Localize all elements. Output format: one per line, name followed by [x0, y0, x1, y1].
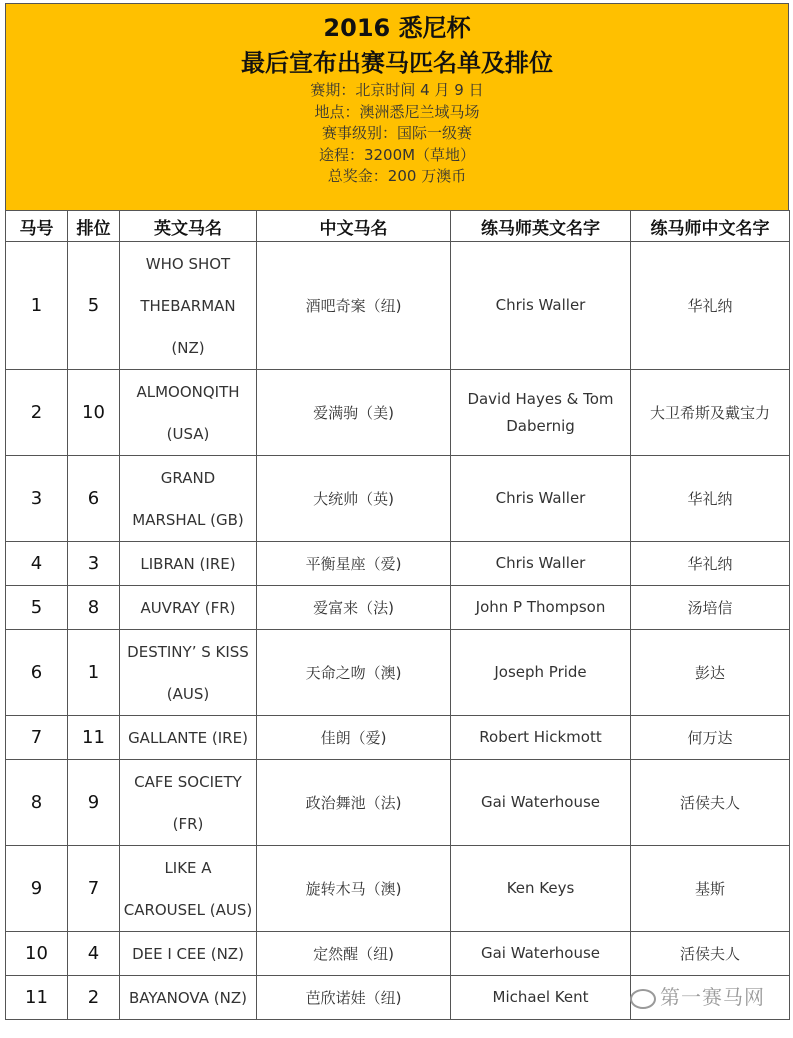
- cell-horse-number: 5: [6, 586, 68, 630]
- cell-trainer-chinese: 活侯夫人: [631, 760, 790, 846]
- cell-trainer-english: Ken Keys: [451, 846, 631, 932]
- cell-chinese-name: 爱富来（法): [257, 586, 451, 630]
- cell-barrier: 9: [68, 760, 120, 846]
- cell-barrier: 8: [68, 586, 120, 630]
- cell-chinese-name: 芭欣诺娃（纽): [257, 976, 451, 1020]
- cell-trainer-chinese: 彭达: [631, 630, 790, 716]
- cell-chinese-name: 酒吧奇案（纽): [257, 242, 451, 370]
- cell-barrier: 11: [68, 716, 120, 760]
- cell-trainer-english: Chris Waller: [451, 242, 631, 370]
- col-header-trainer-chinese: 练马师中文名字: [631, 211, 790, 242]
- page-subtitle: 最后宣布出赛马匹名单及排位: [241, 49, 553, 77]
- cell-english-name: GALLANTE (IRE): [120, 716, 257, 760]
- cell-trainer-english: David Hayes & Tom Dabernig: [451, 370, 631, 456]
- cell-horse-number: 9: [6, 846, 68, 932]
- cell-chinese-name: 定然醒（纽): [257, 932, 451, 976]
- cell-english-name: BAYANOVA (NZ): [120, 976, 257, 1020]
- cell-horse-number: 4: [6, 542, 68, 586]
- cell-barrier: 7: [68, 846, 120, 932]
- cell-english-name: GRAND MARSHAL (GB): [120, 456, 257, 542]
- cell-trainer-english: Joseph Pride: [451, 630, 631, 716]
- cell-trainer-chinese: 汤培信: [631, 586, 790, 630]
- watermark: [630, 981, 765, 1010]
- cell-chinese-name: 政治舞池（法): [257, 760, 451, 846]
- cell-barrier: 10: [68, 370, 120, 456]
- page-title: 2016 悉尼杯: [323, 14, 471, 42]
- cell-chinese-name: 佳朗（爱): [257, 716, 451, 760]
- cell-english-name: WHO SHOT THEBARMAN (NZ): [120, 242, 257, 370]
- cell-trainer-english: Gai Waterhouse: [451, 932, 631, 976]
- cell-chinese-name: 旋转木马（澳): [257, 846, 451, 932]
- cell-chinese-name: 大统帅（英): [257, 456, 451, 542]
- wechat-icon: [630, 989, 656, 1009]
- cell-trainer-english: Gai Waterhouse: [451, 760, 631, 846]
- cell-trainer-english: Robert Hickmott: [451, 716, 631, 760]
- cell-trainer-english: John P Thompson: [451, 586, 631, 630]
- col-header-english-name: 英文马名: [120, 211, 257, 242]
- col-header-chinese-name: 中文马名: [257, 211, 451, 242]
- table-row: [6, 716, 790, 760]
- race-sheet: [5, 3, 789, 1020]
- table-row: [6, 370, 790, 456]
- cell-horse-number: 3: [6, 456, 68, 542]
- cell-english-name: AUVRAY (FR): [120, 586, 257, 630]
- table-row: [6, 760, 790, 846]
- col-header-trainer-english: 练马师英文名字: [451, 211, 631, 242]
- cell-horse-number: 8: [6, 760, 68, 846]
- table-header-row: [6, 211, 790, 242]
- cell-chinese-name: 平衡星座（爱): [257, 542, 451, 586]
- cell-horse-number: 7: [6, 716, 68, 760]
- table-row: [6, 456, 790, 542]
- watermark-text: 第一赛马网: [660, 985, 765, 1009]
- runners-table: [5, 210, 790, 1020]
- cell-english-name: DESTINY’ S KISS (AUS): [120, 630, 257, 716]
- cell-horse-number: 11: [6, 976, 68, 1020]
- cell-trainer-english: Chris Waller: [451, 456, 631, 542]
- cell-trainer-chinese: 活侯夫人: [631, 932, 790, 976]
- cell-trainer-english: Michael Kent: [451, 976, 631, 1020]
- race-date: 赛期：北京时间 4 月 9 日: [310, 81, 484, 99]
- race-prize: 总奖金：200 万澳币: [327, 167, 467, 185]
- cell-horse-number: 1: [6, 242, 68, 370]
- cell-trainer-chinese: 基斯: [631, 846, 790, 932]
- cell-horse-number: 2: [6, 370, 68, 456]
- cell-trainer-chinese: 华礼纳: [631, 456, 790, 542]
- cell-english-name: DEE I CEE (NZ): [120, 932, 257, 976]
- cell-trainer-english: Chris Waller: [451, 542, 631, 586]
- cell-chinese-name: 爱满驹（美): [257, 370, 451, 456]
- race-venue: 地点：澳洲悉尼兰域马场: [314, 102, 480, 121]
- cell-barrier: 4: [68, 932, 120, 976]
- table-row: [6, 242, 790, 370]
- cell-chinese-name: 天命之吻（澳): [257, 630, 451, 716]
- cell-trainer-chinese: 华礼纳: [631, 542, 790, 586]
- cell-trainer-chinese: 大卫希斯及戴宝力: [631, 370, 790, 456]
- cell-barrier: 3: [68, 542, 120, 586]
- cell-trainer-chinese: 华礼纳: [631, 242, 790, 370]
- cell-barrier: 5: [68, 242, 120, 370]
- cell-trainer-chinese: 何万达: [631, 716, 790, 760]
- col-header-barrier: 排位: [68, 211, 120, 242]
- table-row: [6, 542, 790, 586]
- table-row: [6, 586, 790, 630]
- cell-horse-number: 6: [6, 630, 68, 716]
- cell-horse-number: 10: [6, 932, 68, 976]
- table-row: [6, 846, 790, 932]
- cell-barrier: 1: [68, 630, 120, 716]
- cell-english-name: LIKE A CAROUSEL (AUS): [120, 846, 257, 932]
- cell-barrier: 2: [68, 976, 120, 1020]
- race-distance: 途程：3200M（草地）: [318, 145, 476, 164]
- cell-english-name: CAFE SOCIETY (FR): [120, 760, 257, 846]
- header-banner: [5, 3, 789, 210]
- cell-english-name: LIBRAN (IRE): [120, 542, 257, 586]
- table-row: [6, 932, 790, 976]
- cell-english-name: ALMOONQITH (USA): [120, 370, 257, 456]
- table-row: [6, 630, 790, 716]
- race-grade: 赛事级别：国际一级赛: [321, 124, 472, 142]
- col-header-number: 马号: [6, 211, 68, 242]
- cell-barrier: 6: [68, 456, 120, 542]
